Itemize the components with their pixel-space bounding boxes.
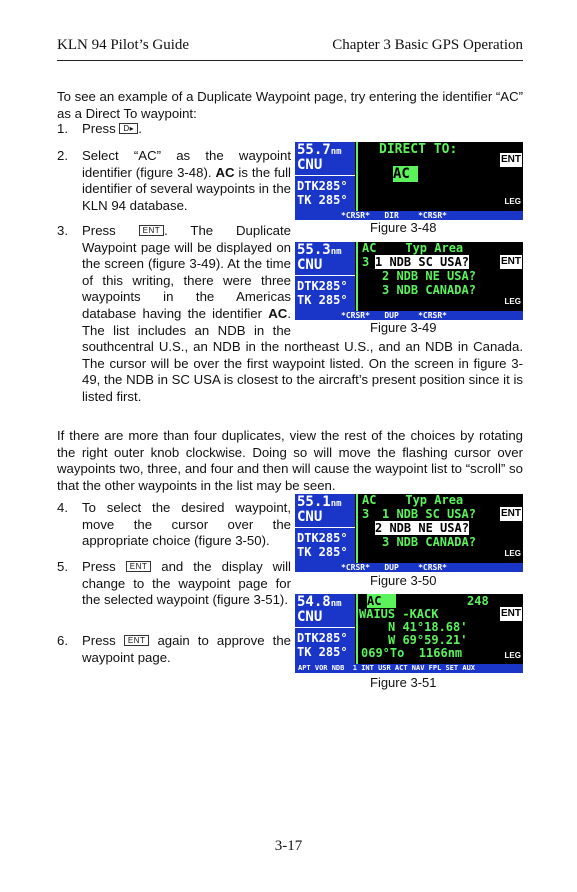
ent-key: ENT — [124, 635, 150, 646]
dtk-readout: DTK285° — [297, 631, 348, 645]
dtk-readout: DTK285° — [297, 279, 348, 293]
active-waypoint: CNU — [297, 157, 323, 173]
figure-3-51-screen — [295, 594, 523, 673]
tk-readout: TK 285° — [297, 193, 348, 207]
figure-3-48-caption: Figure 3-48 — [370, 220, 437, 235]
step-2-rest: is the full identifier of several waypoints in the KLN 94 database. — [82, 164, 291, 213]
distance-readout: 55.1nm — [297, 494, 342, 510]
page-group-bar: APT VOR NDB 1 INT USR ACT NAV FPL SET AUX — [295, 664, 523, 673]
ent-annunciator: ENT — [501, 256, 521, 267]
step-6-number: 6. — [57, 633, 68, 648]
ent-key: ENT — [139, 225, 165, 236]
active-waypoint: CNU — [297, 609, 323, 625]
bearing-distance: 069°To 1166nm — [361, 646, 463, 660]
status-bar: *CRSR* DUP *CRSR* — [295, 311, 523, 320]
latitude: N 41°18.68' — [388, 620, 468, 634]
duplicate-count: 3 — [362, 507, 370, 521]
step-2-lead: Select “AC” as the waypoint identifier (figure 3-48). — [82, 148, 291, 180]
step-5-number: 5. — [57, 559, 68, 574]
direct-to-entry: AC — [393, 166, 418, 182]
step-6-label: Press — [82, 633, 116, 648]
leg-annunciator: LEG — [504, 549, 521, 558]
running-header-right: Chapter 3 Basic GPS Operation — [332, 37, 523, 53]
figure-3-48-screen — [295, 142, 523, 220]
active-waypoint: CNU — [297, 509, 323, 525]
figure-3-50-screen — [295, 494, 523, 572]
duplicate-row-3[interactable]: 3 NDB CANADA? — [382, 535, 476, 549]
duplicate-row-2[interactable]: 2 NDB NE USA? — [382, 269, 476, 283]
direct-to-title: DIRECT TO: — [379, 142, 458, 157]
waypoint-ident: AC — [367, 594, 396, 608]
dtk-readout: DTK285° — [297, 179, 348, 193]
distance-readout: 55.3nm — [297, 242, 342, 258]
figure-3-51-caption: Figure 3-51 — [370, 675, 437, 690]
step-5-label: Press — [82, 559, 116, 574]
ent-key: ENT — [126, 561, 152, 572]
leg-annunciator: LEG — [504, 197, 521, 206]
waypoint-name: WAIUS -KACK — [359, 607, 439, 621]
duplicate-row-2[interactable]: 2 NDB NE USA? — [375, 521, 469, 535]
page-number: 3-17 — [274, 838, 303, 854]
tk-readout: TK 285° — [297, 293, 348, 307]
duplicate-row-1[interactable]: 1 NDB SC USA? — [382, 507, 476, 521]
active-waypoint: CNU — [297, 257, 323, 273]
step-2-bold: AC — [215, 164, 235, 180]
ndb-frequency: 248 — [467, 594, 489, 608]
direct-to-key: D▸ — [119, 123, 138, 134]
step-2-text — [82, 148, 291, 214]
figure-3-49-screen — [295, 242, 523, 320]
step-4-text: To select the desired waypoint, move the cursor over the appropriate choice (figure 3-50). — [82, 500, 291, 549]
status-bar: *CRSR* DUP *CRSR* — [295, 563, 523, 572]
step-3-bold: AC — [268, 305, 288, 321]
duplicate-header: AC Typ Area — [362, 494, 464, 507]
tk-readout: TK 285° — [297, 545, 348, 559]
leg-annunciator: LEG — [504, 651, 521, 660]
intro-paragraph: To see an example of a Duplicate Waypoint page, try entering the identifier “AC” as a Direct To waypoint: — [57, 89, 523, 121]
step-3-number: 3. — [57, 223, 68, 238]
running-header-left: KLN 94 Pilot’s Guide — [57, 37, 190, 53]
figure-3-50-caption: Figure 3-50 — [370, 573, 437, 588]
duplicate-row-1[interactable]: 1 NDB SC USA? — [375, 255, 469, 269]
duplicate-count: 3 — [362, 255, 370, 269]
duplicate-header: AC Typ Area — [362, 242, 464, 255]
figure-3-49-caption: Figure 3-49 — [370, 320, 437, 335]
step-1-text — [82, 121, 142, 138]
step-2-number: 2. — [57, 148, 68, 163]
step-3-lead: . The Duplicate Waypoint page will be displayed on the screen (figure 3-49). At the time of this writing, there were three waypoints in the Americas database having the identifier — [82, 223, 291, 321]
step-1-number: 1. — [57, 121, 68, 136]
step-1-label: Press — [82, 121, 116, 136]
tk-readout: TK 285° — [297, 645, 348, 659]
step-4-number: 4. — [57, 500, 68, 515]
status-bar: *CRSR* DIR *CRSR* — [295, 211, 523, 220]
longitude: W 69°59.21' — [388, 633, 468, 647]
distance-readout: 54.8nm — [297, 594, 342, 610]
step-1-end: . — [138, 121, 142, 136]
step-6-rest: again to approve the waypoint page. — [82, 633, 291, 665]
distance-readout: 55.7nm — [297, 142, 342, 158]
dtk-readout: DTK285° — [297, 531, 348, 545]
scroll-paragraph: If there are more than four duplicates, view the rest of the choices by rotating the right outer knob clockwise. Doing so will move the flashing cursor over waypoints two, three, and four and then will cause the waypoint list to “scroll” so that the other waypoints in the list may be seen. — [57, 428, 523, 493]
step-5-text — [82, 559, 291, 609]
step-5-rest: and the display will change to the waypoint page for the selected waypoint (figure 3-51). — [82, 559, 291, 608]
ent-annunciator: ENT — [501, 508, 521, 519]
leg-annunciator: LEG — [504, 297, 521, 306]
ent-annunciator: ENT — [501, 154, 521, 165]
ent-annunciator: ENT — [501, 608, 521, 619]
step-6-text — [82, 633, 291, 666]
step-3-label: Press — [82, 223, 116, 238]
step-3-rest: . The list includes an NDB in the southcentral U.S., an NDB in the northeast U.S., and an NDB in Canada. The cursor will be over the first waypoint listed. On the screen in figure 3-49, the NDB in SC USA is closest to the aircraft’s present position since it is listed first. — [82, 305, 523, 404]
duplicate-row-3[interactable]: 3 NDB CANADA? — [382, 283, 476, 297]
header-rule — [57, 60, 523, 61]
